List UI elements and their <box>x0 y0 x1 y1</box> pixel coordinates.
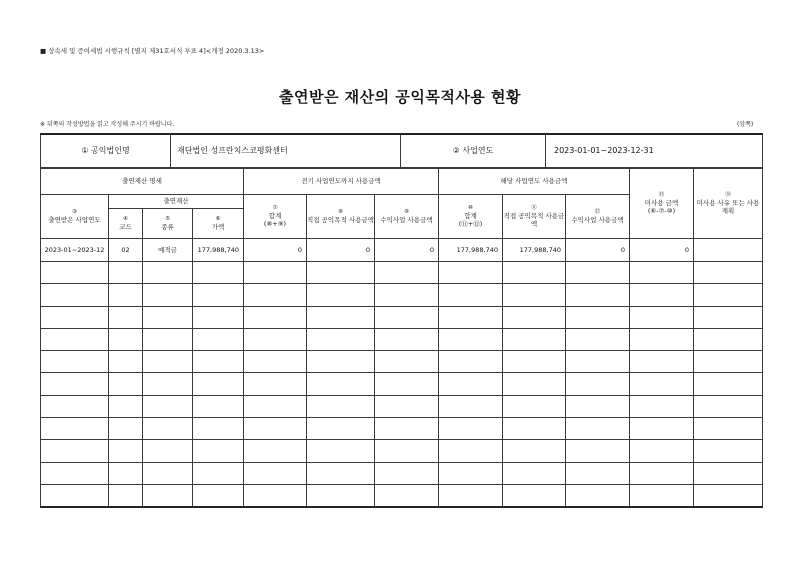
cell-received-year <box>41 262 109 284</box>
cell-current-total: 177,988,740 <box>439 239 503 262</box>
cell-type <box>143 306 193 328</box>
table-row <box>41 418 763 440</box>
header-current-profit-num: ⑫ <box>594 209 601 215</box>
cell-unused-reason <box>694 462 763 484</box>
header-reason-label: 미사용 사유 또는 사용계획 <box>696 198 760 215</box>
header-prior-profit-label: 수익사업 사용금액 <box>380 215 433 224</box>
cell-received-year <box>41 440 109 462</box>
cell-code: 02 <box>109 239 143 262</box>
cell-type <box>143 328 193 350</box>
header-value-label: 가액 <box>211 222 225 231</box>
header-type-label: 종류 <box>161 222 174 231</box>
table-row <box>41 239 763 262</box>
cell-unused-amount <box>630 395 694 417</box>
header-current-total <box>439 195 503 239</box>
cell-current-direct <box>503 306 566 328</box>
cell-type <box>143 262 193 284</box>
cell-prior-profit <box>375 328 439 350</box>
cell-prior-total <box>244 351 307 373</box>
table-row <box>41 351 763 373</box>
cell-received-year: 2023-01~2023-12 <box>41 239 109 262</box>
cell-received-year <box>41 462 109 484</box>
cell-current-direct: 177,988,740 <box>503 239 566 262</box>
header-code-label: 코드 <box>119 222 132 231</box>
form-rule-reference: ■ 상속세 및 증여세법 시행규칙 [별지 제31호서식 부표 4]<개정 2020.3.13> <box>40 47 265 55</box>
cell-current-total <box>439 395 503 417</box>
cell-value <box>193 484 244 506</box>
cell-unused-amount <box>630 440 694 462</box>
cell-prior-total <box>244 484 307 506</box>
cell-value <box>193 440 244 462</box>
header-current-direct-num: ⑪ <box>531 204 537 211</box>
cell-prior-total <box>244 462 307 484</box>
cell-received-year <box>41 484 109 506</box>
cell-prior-direct <box>307 395 375 417</box>
page-side-note: (앞쪽) <box>737 121 754 128</box>
cell-prior-total <box>244 395 307 417</box>
header-code-num: ④ <box>123 216 128 222</box>
cell-current-total <box>439 351 503 373</box>
cell-received-year <box>41 328 109 350</box>
cell-type <box>143 351 193 373</box>
header-current-total-label: 합계 <box>464 211 477 220</box>
table-row <box>41 306 763 328</box>
cell-current-total <box>439 373 503 395</box>
header-prior-total-label: 합계 <box>268 211 282 220</box>
table-row <box>41 395 763 417</box>
cell-current-total <box>439 418 503 440</box>
header-unused-num: ⑬ <box>658 191 665 198</box>
header-code <box>109 209 143 239</box>
cell-received-year <box>41 373 109 395</box>
cell-unused-amount <box>630 351 694 373</box>
cell-unused-reason <box>694 239 763 262</box>
cell-code <box>109 328 143 350</box>
cell-current-profit <box>566 484 630 506</box>
cell-unused-reason <box>694 262 763 284</box>
cell-current-profit <box>566 395 630 417</box>
cell-current-direct <box>503 262 566 284</box>
cell-value <box>193 418 244 440</box>
header-value-num: ⑥ <box>215 216 221 222</box>
cell-received-year <box>41 351 109 373</box>
cell-prior-direct <box>307 484 375 506</box>
header-prior-direct-num: ⑧ <box>338 209 343 215</box>
cell-code <box>109 440 143 462</box>
cell-unused-reason <box>694 306 763 328</box>
cell-prior-direct <box>307 284 375 306</box>
cell-unused-reason <box>694 284 763 306</box>
cell-prior-profit <box>375 351 439 373</box>
cell-value <box>193 351 244 373</box>
cell-prior-direct <box>307 462 375 484</box>
cell-current-total <box>439 440 503 462</box>
cell-prior-profit <box>375 440 439 462</box>
cell-unused-reason <box>694 395 763 417</box>
cell-prior-direct <box>307 373 375 395</box>
cell-prior-total <box>244 373 307 395</box>
header-prior-direct <box>307 195 375 239</box>
cell-current-direct <box>503 484 566 506</box>
header-prior-usage: 전기 사업연도까지 사용금액 <box>244 169 439 195</box>
header-current-total-formula: (⑪+⑫) <box>458 219 483 228</box>
cell-code <box>109 373 143 395</box>
cell-unused-reason <box>694 484 763 506</box>
business-year-value: 2023-01-01~2023-12-31 <box>546 134 763 168</box>
cell-code <box>109 418 143 440</box>
cell-prior-total: 0 <box>244 239 307 262</box>
cell-prior-direct <box>307 418 375 440</box>
header-type <box>143 209 193 239</box>
cell-code <box>109 262 143 284</box>
instruction-notice: ※ 뒤쪽의 작성방법을 읽고 작성해 주시기 바랍니다. <box>40 121 175 128</box>
header-current-profit-label: 수익사업 사용금액 <box>571 215 624 224</box>
cell-received-year <box>41 395 109 417</box>
cell-unused-amount <box>630 373 694 395</box>
entity-name-label: ① 공익법인명 <box>41 134 171 168</box>
cell-current-direct <box>503 418 566 440</box>
header-current-direct <box>503 195 566 239</box>
cell-unused-amount <box>630 328 694 350</box>
cell-prior-total <box>244 440 307 462</box>
cell-unused-reason <box>694 418 763 440</box>
cell-current-profit <box>566 262 630 284</box>
cell-prior-profit <box>375 395 439 417</box>
cell-prior-direct <box>307 351 375 373</box>
header-contributed-property: 출연재산 <box>109 195 244 209</box>
cell-current-direct <box>503 284 566 306</box>
property-usage-table <box>40 168 763 508</box>
cell-current-total <box>439 328 503 350</box>
header-current-usage: 해당 사업연도 사용금액 <box>439 169 630 195</box>
table-row <box>41 284 763 306</box>
cell-unused-amount: 0 <box>630 239 694 262</box>
header-type-num: ⑤ <box>165 216 170 222</box>
cell-prior-total <box>244 328 307 350</box>
table-row <box>41 484 763 506</box>
cell-type: 예적금 <box>143 239 193 262</box>
cell-current-profit <box>566 306 630 328</box>
header-current-profit <box>566 195 630 239</box>
cell-current-profit <box>566 328 630 350</box>
cell-prior-profit <box>375 462 439 484</box>
cell-value <box>193 328 244 350</box>
cell-unused-reason <box>694 440 763 462</box>
cell-prior-direct <box>307 306 375 328</box>
header-property-detail: 출연재산 명세 <box>41 169 244 195</box>
page-title: 출연받은 재산의 공익목적사용 현황 <box>278 88 522 106</box>
cell-unused-amount <box>630 262 694 284</box>
table-row <box>41 328 763 350</box>
header-prior-direct-label: 직접 공익목적 사용금액 <box>307 215 374 224</box>
cell-value <box>193 284 244 306</box>
header-prior-profit-num: ⑨ <box>404 209 409 215</box>
cell-code <box>109 462 143 484</box>
cell-current-total <box>439 262 503 284</box>
header-current-direct-label: 직접 공익목적 사용금액 <box>503 211 565 228</box>
cell-received-year <box>41 306 109 328</box>
cell-prior-profit: 0 <box>375 239 439 262</box>
cell-current-total <box>439 284 503 306</box>
header-prior-total <box>244 195 307 239</box>
cell-prior-total <box>244 262 307 284</box>
cell-value <box>193 395 244 417</box>
cell-value <box>193 306 244 328</box>
header-unused-formula: (⑥-⑦-⑩) <box>647 206 676 215</box>
cell-unused-reason <box>694 328 763 350</box>
cell-code <box>109 484 143 506</box>
cell-type <box>143 462 193 484</box>
entity-name-value: 재단법인 성프란치스코평화센터 <box>171 134 401 168</box>
cell-code <box>109 306 143 328</box>
cell-current-direct <box>503 462 566 484</box>
cell-prior-direct <box>307 440 375 462</box>
header-prior-total-num: ⑦ <box>272 204 278 211</box>
cell-current-direct <box>503 395 566 417</box>
table-row <box>41 462 763 484</box>
table-row <box>41 440 763 462</box>
cell-current-total <box>439 306 503 328</box>
cell-current-direct <box>503 328 566 350</box>
cell-code <box>109 284 143 306</box>
cell-prior-profit <box>375 262 439 284</box>
cell-current-profit <box>566 373 630 395</box>
cell-prior-total <box>244 284 307 306</box>
cell-current-profit: 0 <box>566 239 630 262</box>
cell-current-total <box>439 462 503 484</box>
cell-type <box>143 484 193 506</box>
header-unused-label: 미사용 금액 <box>644 198 679 207</box>
header-unused-reason <box>694 169 763 239</box>
cell-current-profit <box>566 440 630 462</box>
cell-unused-amount <box>630 284 694 306</box>
cell-value <box>193 262 244 284</box>
cell-current-direct <box>503 440 566 462</box>
header-received-year <box>41 195 109 239</box>
cell-prior-profit <box>375 484 439 506</box>
header-received-year-num: ③ <box>72 209 77 215</box>
cell-unused-reason <box>694 373 763 395</box>
cell-type <box>143 284 193 306</box>
cell-current-profit <box>566 462 630 484</box>
cell-prior-total <box>244 306 307 328</box>
cell-unused-amount <box>630 306 694 328</box>
cell-type <box>143 395 193 417</box>
cell-type <box>143 373 193 395</box>
cell-prior-direct: 0 <box>307 239 375 262</box>
cell-unused-reason <box>694 351 763 373</box>
cell-type <box>143 418 193 440</box>
header-unused-amount <box>630 169 694 239</box>
business-year-label: ② 사업연도 <box>401 134 546 168</box>
cell-current-profit <box>566 351 630 373</box>
cell-code <box>109 351 143 373</box>
cell-unused-amount <box>630 484 694 506</box>
cell-value: 177,988,740 <box>193 239 244 262</box>
cell-value <box>193 373 244 395</box>
cell-current-profit <box>566 418 630 440</box>
cell-current-direct <box>503 373 566 395</box>
cell-code <box>109 395 143 417</box>
cell-received-year <box>41 284 109 306</box>
cell-prior-total <box>244 418 307 440</box>
header-current-total-num: ⑩ <box>468 204 473 211</box>
table-body <box>41 239 763 507</box>
entity-info-table <box>40 133 763 168</box>
cell-unused-amount <box>630 418 694 440</box>
cell-current-direct <box>503 351 566 373</box>
header-received-year-label: 출연받은 사업연도 <box>48 215 101 224</box>
cell-current-profit <box>566 284 630 306</box>
cell-value <box>193 462 244 484</box>
cell-type <box>143 440 193 462</box>
header-prior-profit <box>375 195 439 239</box>
cell-prior-direct <box>307 328 375 350</box>
cell-current-total <box>439 484 503 506</box>
header-reason-num: ⑭ <box>725 191 731 198</box>
cell-prior-profit <box>375 373 439 395</box>
table-row <box>41 262 763 284</box>
header-prior-total-formula: (⑧+⑨) <box>263 219 287 228</box>
table-row <box>41 373 763 395</box>
cell-unused-amount <box>630 462 694 484</box>
cell-prior-profit <box>375 284 439 306</box>
cell-prior-profit <box>375 306 439 328</box>
header-value <box>193 209 244 239</box>
cell-prior-profit <box>375 418 439 440</box>
cell-received-year <box>41 418 109 440</box>
cell-prior-direct <box>307 262 375 284</box>
